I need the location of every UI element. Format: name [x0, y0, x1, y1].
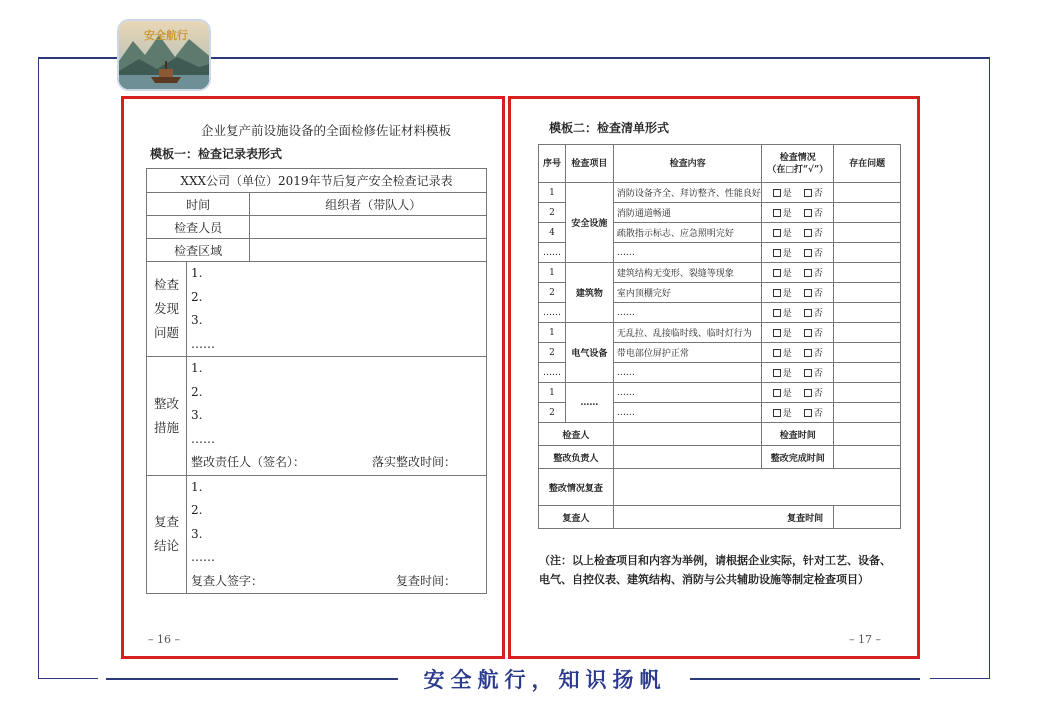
- frame-bottom-line-right: [690, 678, 920, 680]
- check-content: 疏散指示标志、应急照明完好: [613, 223, 762, 243]
- findings-label-line2: 发现: [153, 301, 179, 316]
- check-status: [762, 223, 834, 243]
- check-status: [762, 183, 834, 203]
- check-status: [762, 383, 834, 403]
- organizer-cell: [250, 193, 487, 216]
- inspect-time-value: [834, 423, 901, 446]
- rectify-person-label: 整改责任人（签名）：: [191, 455, 306, 469]
- list-item: 2.: [191, 503, 203, 517]
- no-checkbox[interactable]: [804, 329, 812, 337]
- no-label: 否: [813, 389, 823, 399]
- page-left: [121, 96, 505, 659]
- yes-checkbox[interactable]: [773, 349, 781, 357]
- review-label-line2: 结论: [153, 538, 179, 554]
- issue-cell: [834, 323, 901, 343]
- table-row: [539, 183, 901, 203]
- inspection-record-table: [146, 168, 487, 594]
- check-content: ……: [613, 243, 762, 263]
- issue-cell: [834, 303, 901, 323]
- no-checkbox[interactable]: [804, 189, 812, 197]
- no-label: 否: [813, 309, 823, 319]
- findings-section-label: [147, 262, 187, 357]
- row-number: 2: [539, 403, 566, 423]
- issue-cell: [834, 383, 901, 403]
- check-content: 消防设备齐全、拜访整齐、性能良好: [613, 183, 762, 203]
- checklist-note: （注：以上检查项目和内容为举例，请根据企业实际，针对工艺、设备、电气、自控仪表、建筑结构、消防与公共辅助设施等制定检查项目）: [539, 554, 891, 586]
- reviewer-cell: [613, 506, 833, 529]
- inspector-value: [613, 423, 762, 446]
- list-item: 1.: [191, 479, 203, 494]
- yes-label: 是: [782, 329, 792, 339]
- no-label: 否: [813, 249, 823, 259]
- check-status: [762, 403, 834, 423]
- findings-label-line3: 问题: [153, 325, 179, 340]
- page-title: 企业复产前设施设备的全面检修佐证材料模板: [200, 123, 451, 138]
- row-number: 2: [539, 343, 566, 363]
- header-item: 检查项目: [565, 145, 613, 183]
- no-checkbox[interactable]: [804, 409, 812, 417]
- list-item: 3.: [191, 313, 203, 327]
- no-label: 否: [813, 349, 823, 359]
- issue-cell: [834, 223, 901, 243]
- page-number: – 17 –: [849, 633, 881, 646]
- check-status: [762, 283, 834, 303]
- row-number: 2: [539, 283, 566, 303]
- no-label: 否: [813, 269, 823, 279]
- list-item: ……: [191, 336, 215, 351]
- checklist-footer: [539, 423, 901, 529]
- review-list: [187, 475, 487, 594]
- inspect-time-label: 检查时间: [762, 423, 834, 446]
- rectify-person-value: [613, 446, 762, 469]
- check-item-group: ……: [565, 383, 613, 423]
- yes-label: 是: [782, 309, 792, 319]
- check-status: [762, 243, 834, 263]
- frame-bottom-line-right-edge: [930, 678, 990, 679]
- yes-label: 是: [782, 369, 792, 379]
- table-row: [539, 323, 901, 343]
- list-item: 3.: [191, 408, 203, 422]
- check-content: 建筑结构无变形、裂缝等现象: [613, 263, 762, 283]
- yes-checkbox[interactable]: [773, 209, 781, 217]
- checklist-table: [538, 144, 901, 529]
- yes-label: 是: [782, 409, 792, 419]
- header-status: 检查情况 （在□打“√”）: [762, 145, 834, 183]
- rectify-review-value: [613, 469, 900, 506]
- no-label: 否: [813, 369, 823, 379]
- row-number: 1: [539, 263, 566, 283]
- list-item: 2.: [191, 289, 203, 304]
- table-row: [539, 383, 901, 403]
- yes-checkbox[interactable]: [773, 409, 781, 417]
- frame-bottom-line-left: [106, 678, 398, 680]
- review-time-label: 复查时间: [787, 513, 824, 524]
- organizer-label: 组织者（带队人）: [325, 197, 422, 212]
- issue-cell: [834, 243, 901, 263]
- findings-label-line1: 检查: [153, 277, 179, 292]
- logo-text: 安全航行: [144, 29, 188, 42]
- issue-cell: [834, 183, 901, 203]
- reviewer-sign-label: 复查人签字：: [191, 573, 264, 588]
- yes-checkbox[interactable]: [773, 289, 781, 297]
- area-label: 检查区域: [147, 239, 250, 262]
- check-content: 带电部位屏护正常: [613, 343, 762, 363]
- issue-cell: [834, 343, 901, 363]
- review-time-value: [834, 506, 901, 529]
- issue-cell: [834, 263, 901, 283]
- rectify-time-label: 落实整改时间：: [371, 455, 456, 469]
- check-content: 无乱拉、乱接临时线、临时灯行为: [613, 323, 762, 343]
- yes-checkbox[interactable]: [773, 229, 781, 237]
- yes-label: 是: [782, 289, 792, 299]
- check-item-group: 建筑物: [565, 263, 613, 323]
- yes-label: 是: [782, 349, 792, 359]
- time-label: 时间: [147, 193, 250, 216]
- measures-section-label: [147, 357, 187, 476]
- review-time-label: 复查时间：: [395, 573, 456, 588]
- review-signature-row: [191, 570, 486, 594]
- check-status: [762, 203, 834, 223]
- rectify-person-label: 整改负责人: [539, 446, 614, 469]
- reviewer-label: 复查人: [539, 506, 614, 529]
- template-one-subtitle: 模板一：检查记录表形式: [150, 147, 283, 161]
- check-item-group: 安全设施: [565, 183, 613, 263]
- yes-label: 是: [782, 209, 792, 219]
- header-no: 序号: [539, 145, 566, 183]
- no-checkbox[interactable]: [804, 309, 812, 317]
- check-content: ……: [613, 383, 762, 403]
- check-status: [762, 343, 834, 363]
- area-value: [250, 239, 487, 262]
- issue-cell: [834, 363, 901, 383]
- no-label: 否: [813, 409, 823, 419]
- list-item: 2.: [191, 384, 203, 399]
- list-item: 3.: [191, 526, 203, 541]
- header-content: 检查内容: [613, 145, 762, 183]
- check-content: ……: [613, 363, 762, 383]
- frame-bottom-line-left-edge: [38, 678, 98, 679]
- check-content: 室内顶棚完好: [613, 283, 762, 303]
- list-item: ……: [191, 550, 215, 564]
- findings-list: [187, 262, 487, 357]
- row-number: 1: [539, 323, 566, 343]
- inspector-label: 检查人员: [147, 216, 250, 239]
- measures-label-line1: 整改: [153, 395, 179, 411]
- no-checkbox[interactable]: [804, 389, 812, 397]
- yes-checkbox[interactable]: [773, 269, 781, 277]
- slogan: 安全航行，知识扬帆: [423, 668, 667, 692]
- issue-cell: [834, 283, 901, 303]
- check-status: [762, 323, 834, 343]
- row-number: 4: [539, 223, 566, 243]
- no-label: 否: [813, 189, 823, 199]
- no-label: 否: [813, 209, 823, 219]
- check-status: [762, 303, 834, 323]
- measures-label-line2: 措施: [153, 419, 179, 435]
- issue-cell: [834, 403, 901, 423]
- issue-cell: [834, 203, 901, 223]
- yes-checkbox[interactable]: [773, 249, 781, 257]
- page-number: – 16 –: [148, 633, 180, 646]
- list-item: 1.: [191, 361, 203, 375]
- no-label: 否: [813, 229, 823, 239]
- check-content: ……: [613, 403, 762, 423]
- page-right: [508, 96, 920, 659]
- row-number: 1: [539, 183, 566, 203]
- no-checkbox[interactable]: [804, 269, 812, 277]
- rectify-signature-row: [191, 451, 486, 475]
- header-issues: 存在问题: [834, 145, 901, 183]
- yes-label: 是: [782, 229, 792, 239]
- yes-label: 是: [782, 269, 792, 279]
- no-checkbox[interactable]: [804, 229, 812, 237]
- inspector-label: 检查人: [539, 423, 614, 446]
- yes-checkbox[interactable]: [773, 309, 781, 317]
- row-number: 2: [539, 203, 566, 223]
- checklist-body: [539, 183, 901, 423]
- no-checkbox[interactable]: [804, 369, 812, 377]
- row-number: 1: [539, 383, 566, 403]
- yes-checkbox[interactable]: [773, 369, 781, 377]
- yes-label: 是: [782, 389, 792, 399]
- no-label: 否: [813, 289, 823, 299]
- row-number: ……: [539, 303, 566, 323]
- template-two-subtitle: 模板二：检查清单形式: [549, 121, 670, 135]
- review-section-label: [147, 475, 187, 594]
- yes-checkbox[interactable]: [773, 189, 781, 197]
- measures-list: [187, 357, 487, 476]
- yes-label: 是: [782, 249, 792, 259]
- check-item-group: 电气设备: [565, 323, 613, 383]
- no-checkbox[interactable]: [804, 289, 812, 297]
- yes-checkbox[interactable]: [773, 329, 781, 337]
- rectify-done-time-value: [834, 446, 901, 469]
- no-checkbox[interactable]: [804, 209, 812, 217]
- no-checkbox[interactable]: [804, 249, 812, 257]
- yes-checkbox[interactable]: [773, 389, 781, 397]
- rectify-review-label: 整改情况复查: [539, 469, 614, 506]
- yes-label: 是: [782, 189, 792, 199]
- check-content: ……: [613, 303, 762, 323]
- list-item: 1.: [191, 266, 203, 280]
- review-label-line1: 复查: [153, 514, 179, 530]
- list-item: ……: [191, 431, 215, 446]
- inspector-value: [250, 216, 487, 239]
- no-label: 否: [813, 329, 823, 339]
- row-number: ……: [539, 243, 566, 263]
- check-status: [762, 363, 834, 383]
- logo-image: [117, 19, 211, 91]
- check-content: 消防通道畅通: [613, 203, 762, 223]
- check-status: [762, 263, 834, 283]
- table-row: [539, 263, 901, 283]
- record-table-caption: XXX公司（单位）2019年节后复产安全检查记录表: [147, 169, 487, 193]
- no-checkbox[interactable]: [804, 349, 812, 357]
- rectify-done-time-label: 整改完成时间: [762, 446, 834, 469]
- row-number: ……: [539, 363, 566, 383]
